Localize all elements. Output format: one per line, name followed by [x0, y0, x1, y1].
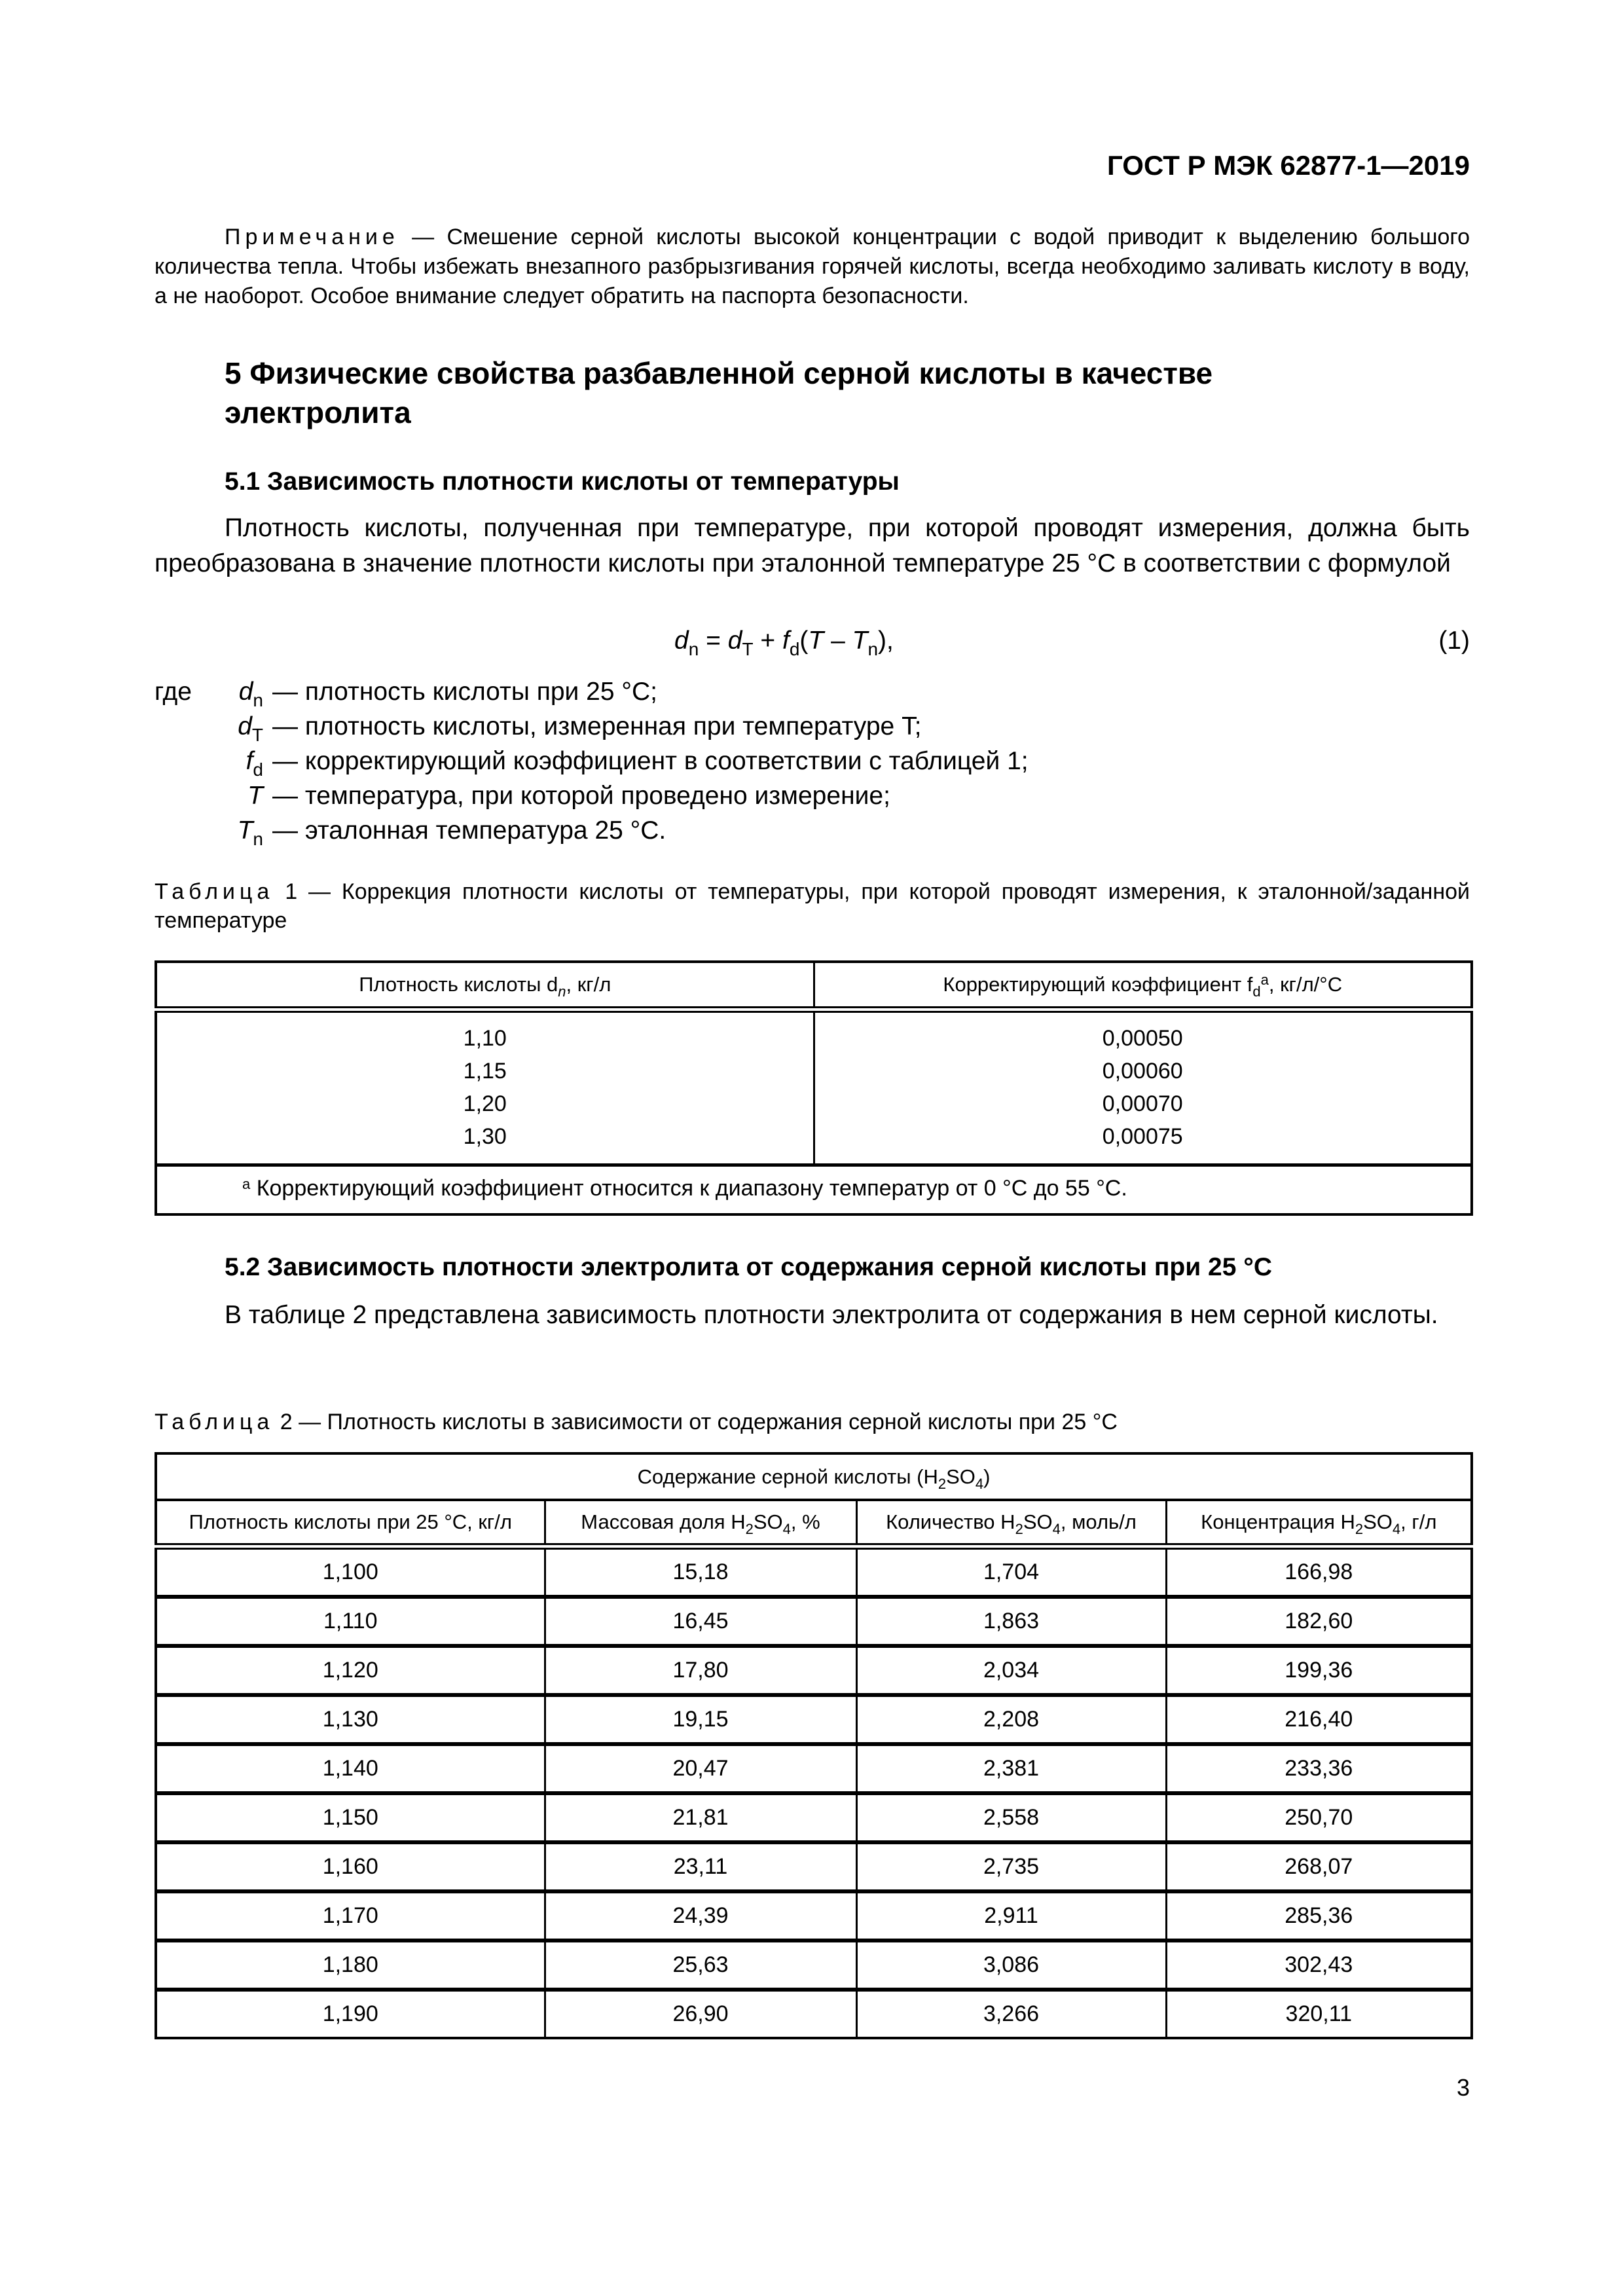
table-row: [156, 1646, 1472, 1695]
note-dash: —: [399, 225, 447, 249]
table-cell: 17,80: [545, 1646, 856, 1695]
table-cell: 1,15: [463, 1059, 507, 1084]
table-row: [156, 1597, 1472, 1646]
legend-desc: плотность кислоты, измеренная при температуре T;: [304, 712, 922, 740]
table-2: [155, 1452, 1473, 2039]
table-cell: 25,63: [545, 1941, 856, 1990]
table-cell: 26,90: [545, 1990, 856, 2038]
table-cell: 1,704: [856, 1546, 1166, 1597]
table-2-header-concentration: Концентрация $H_2SO_4$, г/л: [1166, 1500, 1472, 1546]
legend-symbol: d: [238, 678, 253, 706]
table-cell: 16,45: [545, 1597, 856, 1646]
table-cell: 216,40: [1166, 1695, 1472, 1744]
table-2-header-amount: Количество $H_2SO_4$, моль/л: [856, 1500, 1166, 1546]
table-cell: 3,266: [856, 1990, 1166, 2038]
legend-symbol: T: [247, 782, 263, 810]
legend-symbol-sub: d: [253, 759, 263, 780]
table-cell: 1,180: [156, 1941, 545, 1990]
legend-dash: —: [272, 747, 305, 775]
table-cell: 285,36: [1166, 1891, 1472, 1941]
page-number: 3: [1456, 2074, 1470, 2101]
formula-lhs: d: [674, 627, 689, 655]
table-cell: 1,863: [856, 1597, 1166, 1646]
legend-row: [155, 744, 1029, 778]
table-1-coefficient-values: [814, 1010, 1472, 1165]
legend-dash: —: [272, 782, 305, 810]
legend-desc: корректирующий коэффициент в соответствии с таблицей 1;: [304, 747, 1029, 775]
table-cell: 24,39: [545, 1891, 856, 1941]
table-1-caption: [155, 877, 1470, 935]
legend-symbol-sub: n: [253, 829, 263, 849]
table-2-header-density: Плотность кислоты при 25 °С, кг/л: [156, 1500, 545, 1546]
table-cell: 1,150: [156, 1793, 545, 1842]
formula-1: [674, 623, 894, 659]
table-cell: 1,140: [156, 1744, 545, 1793]
table-cell: 1,170: [156, 1891, 545, 1941]
table-cell: 302,43: [1166, 1941, 1472, 1990]
section-5-2-paragraph: В таблице 2 представлена зависимость плотности электролита от содержания в нем серной кислоты.: [225, 1301, 1438, 1329]
table-1-header-density: Плотность кислоты $d_n$, кг/л: [156, 962, 814, 1010]
note-text: Смешение серной кислоты высокой концентрации с водой приводит к выделению большого количества тепла. Чтобы избежать внезапного разбрызгивания горячей кислоты, всегда необходимо заливать кислоту в воду, а не наоборот. Особое внимание следует обратить на паспорта безопасности.: [155, 225, 1470, 308]
document-code: ГОСТ Р МЭК 62877-1—2019: [1107, 150, 1470, 181]
table-cell: 2,558: [856, 1793, 1166, 1842]
table-cell: 233,36: [1166, 1744, 1472, 1793]
table-cell: 0,00070: [1102, 1091, 1183, 1116]
table-1-body-row: [156, 1010, 1472, 1165]
legend-symbol-sub: n: [253, 690, 263, 710]
formula-open-paren: (: [799, 627, 809, 655]
table-cell: 19,15: [545, 1695, 856, 1744]
formula-minus: –: [824, 627, 852, 655]
table-cell: 1,120: [156, 1646, 545, 1695]
table-2-caption: [155, 1408, 1470, 1436]
table-cell: 2,735: [856, 1842, 1166, 1891]
table-row: [156, 1990, 1472, 2038]
table-cell: 0,00050: [1102, 1026, 1183, 1051]
table-cell: 2,911: [856, 1891, 1166, 1941]
table-cell: 250,70: [1166, 1793, 1472, 1842]
table-1-footnote: $^a$ Корректирующий коэффициент относится к диапазону температур от 0 °С до 55 °С.: [156, 1165, 1472, 1215]
table-row: [156, 1842, 1472, 1891]
table-1-density-values: [156, 1010, 814, 1165]
table-cell: 166,98: [1166, 1546, 1472, 1597]
table-2-group-header-row: [156, 1453, 1472, 1500]
table-cell: 0,00075: [1102, 1124, 1183, 1149]
table-cell: 2,208: [856, 1695, 1166, 1744]
section-5-heading: [225, 354, 1403, 432]
legend-row: [155, 778, 1029, 813]
legend-symbol: T: [237, 816, 253, 845]
table-cell: 182,60: [1166, 1597, 1472, 1646]
formula-lhs-sub: n: [688, 639, 699, 659]
formula-plus: +: [753, 627, 782, 655]
formula-term2-sub: d: [789, 639, 800, 659]
formula-term1-sub: T: [742, 639, 754, 659]
legend-symbol-sub: T: [251, 725, 263, 745]
section-5-2-heading: 5.2 Зависимость плотности электролита от содержания серной кислоты при 25 °С: [225, 1253, 1273, 1281]
table-row: [156, 1546, 1472, 1597]
table-cell: 1,10: [463, 1026, 507, 1051]
table-cell: 1,30: [463, 1124, 507, 1149]
table-row: [156, 1695, 1472, 1744]
legend-row: [155, 813, 1029, 848]
table-2-group-header: Содержание серной кислоты $(H_2SO_4)$: [156, 1453, 1472, 1500]
section-5-1-paragraph: Плотность кислоты, полученная при температуре, при которой проводят измерения, должна быть преобразована в значение плотности кислоты при эталонной температуре 25 °С в соответствии с формулой: [155, 514, 1470, 577]
table-row: [156, 1793, 1472, 1842]
formula-close-paren: ),: [878, 627, 894, 655]
table-cell: 1,20: [463, 1091, 507, 1116]
formula-term4: T: [852, 627, 868, 655]
table-cell: 1,190: [156, 1990, 545, 2038]
table-cell: 20,47: [545, 1744, 856, 1793]
table-cell: 15,18: [545, 1546, 856, 1597]
legend-row: [155, 674, 1029, 709]
section-5-1-heading: 5.1 Зависимость плотности кислоты от температуры: [225, 467, 900, 496]
table-2-header-mass-fraction: Массовая доля $H_2SO_4$, %: [545, 1500, 856, 1546]
section-5-title-line1: 5 Физические свойства разбавленной серной кислоты в качестве: [225, 356, 1213, 390]
table-1: [155, 960, 1473, 1216]
table-cell: 1,100: [156, 1546, 545, 1597]
formula-term1: d: [727, 627, 742, 655]
legend-dash: —: [272, 678, 305, 706]
table-cell: 0,00060: [1102, 1059, 1183, 1084]
table-1-caption-label: Таблица: [155, 879, 274, 904]
note-paragraph: [155, 223, 1470, 311]
table-cell: 21,81: [545, 1793, 856, 1842]
legend-dash: —: [272, 816, 305, 845]
table-cell: 1,160: [156, 1842, 545, 1891]
legend-desc: эталонная температура 25 °С.: [304, 816, 666, 845]
table-row: [156, 1941, 1472, 1990]
table-1-footnote-row: [156, 1165, 1472, 1215]
table-1-header-row: [156, 962, 1472, 1010]
table-cell: 3,086: [856, 1941, 1166, 1990]
table-2-column-header-row: [156, 1500, 1472, 1546]
note-label: Примечание: [225, 225, 399, 249]
legend-desc: температура, при которой проведено измерение;: [304, 782, 890, 810]
legend-row: [155, 709, 1029, 744]
table-cell: 1,110: [156, 1597, 545, 1646]
formula-term3: T: [808, 627, 824, 655]
table-cell: 23,11: [545, 1842, 856, 1891]
legend-dash: —: [272, 712, 305, 740]
legend-desc: плотность кислоты при 25 °С;: [304, 678, 657, 706]
formula-term4-sub: n: [867, 639, 879, 659]
table-cell: 268,07: [1166, 1842, 1472, 1891]
formula-legend: [155, 674, 1029, 848]
table-cell: 199,36: [1166, 1646, 1472, 1695]
formula-eq: =: [699, 627, 728, 655]
table-cell: 320,11: [1285, 2001, 1352, 2026]
legend-symbol: d: [238, 712, 252, 740]
formula-term2: f: [782, 627, 790, 655]
table-cell: 2,034: [856, 1646, 1166, 1695]
table-row: [156, 1891, 1472, 1941]
table-cell: 1,130: [156, 1695, 545, 1744]
table-1-caption-text: 1 — Коррекция плотности кислоты от температуры, при которой проводят измерения, к эталонной/заданной температуре: [155, 879, 1470, 933]
table-2-caption-label: Таблица: [155, 1410, 274, 1434]
table-2-caption-text: 2 — Плотность кислоты в зависимости от содержания серной кислоты при 25 °С: [274, 1410, 1118, 1434]
section-5-title-line2: электролита: [225, 395, 411, 429]
table-cell: 2,381: [856, 1744, 1166, 1793]
legend-prefix: где: [155, 678, 192, 706]
table-1-header-coefficient: Корректирующий коэффициент $f_d^a$, кг/л/°С: [814, 962, 1472, 1010]
formula-number: (1): [1438, 627, 1470, 655]
table-row: [156, 1744, 1472, 1793]
legend-symbol: f: [246, 747, 253, 775]
